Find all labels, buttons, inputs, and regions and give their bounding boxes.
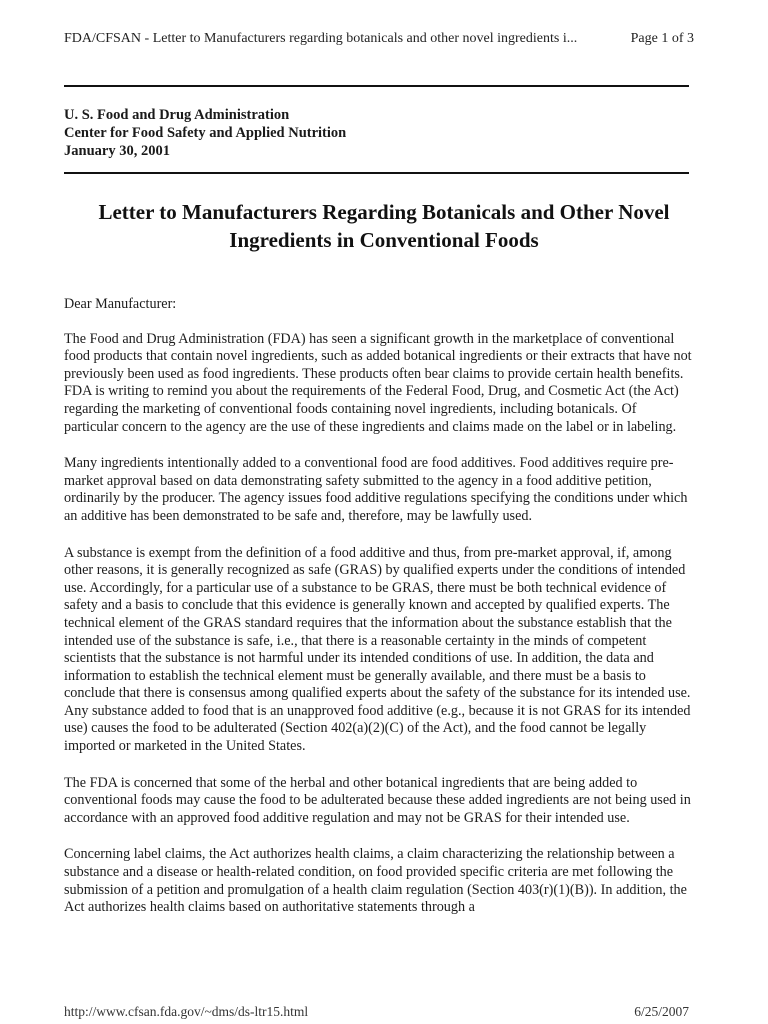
agency-name: U. S. Food and Drug Administration: [64, 107, 290, 123]
title-divider: [64, 172, 689, 174]
paragraph: The Food and Drug Administration (FDA) has seen a significant growth in the marketplace of conventional food products that contain novel ingredients, such as added botanical ingredients or their extracts that have not previously been used as food ingredients. These products often bear claims to provide certain health benefits. FDA is writing to remind you about the requirements of the Federal Food, Drug, and Cosmetic Act (the Act) regarding the marketing of conventional foods containing novel ingredients, including botanicals. Of particular concern to the agency are the use of these ingredients and claims made on the label or in labeling.: [64, 330, 692, 435]
footer-date: 6/25/2007: [634, 1004, 689, 1019]
title-line-2: Ingredients in Conventional Foods: [229, 228, 539, 252]
title-line-1: Letter to Manufacturers Regarding Botanicals and Other Novel: [98, 200, 670, 224]
agency-center: Center for Food Safety and Applied Nutrition: [64, 125, 347, 141]
paragraph: Many ingredients intentionally added to a conventional food are food additives. Food additives require pre-market approval based on data demonstrating safety submitted to the agency in a food additive petition, ordinarily by the producer. The agency issues food additive regulations specifying the conditions under which an additive has been demonstrated to be safe and, therefore, may be lawfully used.: [64, 455, 688, 524]
footer-url[interactable]: http://www.cfsan.fda.gov/~dms/ds-ltr15.html: [64, 1004, 309, 1019]
header-page-number: Page 1 of 3: [630, 31, 694, 46]
header-title: FDA/CFSAN - Letter to Manufacturers regarding botanicals and other novel ingredients i...: [64, 31, 578, 46]
top-divider: [64, 85, 689, 87]
agency-block: [64, 106, 346, 160]
salutation: Dear Manufacturer:: [64, 296, 177, 312]
paragraph: The FDA is concerned that some of the herbal and other botanical ingredients that are being added to conventional foods may cause the food to be adulterated because these added ingredients are not being used in accordance with an approved food additive regulation and may not be GRAS for their intended use.: [64, 774, 691, 826]
paragraph: Concerning label claims, the Act authorizes health claims, a claim characterizing the relationship between a substance and a disease or health-related condition, on food provided specific criteria are met following the submission of a petition and promulgation of a health claim regulation (Section 403(r)(1)(B)). In addition, the Act authorizes health claims based on authoritative statements through a: [64, 846, 687, 916]
letter-body: [64, 296, 694, 936]
letter-date: January 30, 2001: [64, 143, 170, 159]
page-title: [40, 198, 728, 254]
paragraph: A substance is exempt from the definition of a food additive and thus, from pre-market approval, if, among other reasons, it is generally recognized as safe (GRAS) by qualified experts under the conditions of intended use. Accordingly, for a particular use of a substance to be GRAS, there must be both technical evidence of safety and a basis to conclude that this evidence is generally known and accepted by qualified experts. The technical element of the GRAS standard requires that the information about the substance establish that the intended use of the substance is safe, i.e., that there is a reasonable certainty in the minds of competent scientists that the substance is not harmful under its intended conditions of use. In addition, the data and information to establish the technical element must be generally available, and there must be a basis to conclude that there is consensus among qualified experts about the safety of the substance for its intended use. Any substance added to food that is an unapproved food additive (e.g., because it is not GRAS for its intended use) causes the food to be adulterated (Section 402(a)(2)(C) of the Act), and the food cannot be legally imported or marketed in the United States.: [64, 544, 691, 755]
